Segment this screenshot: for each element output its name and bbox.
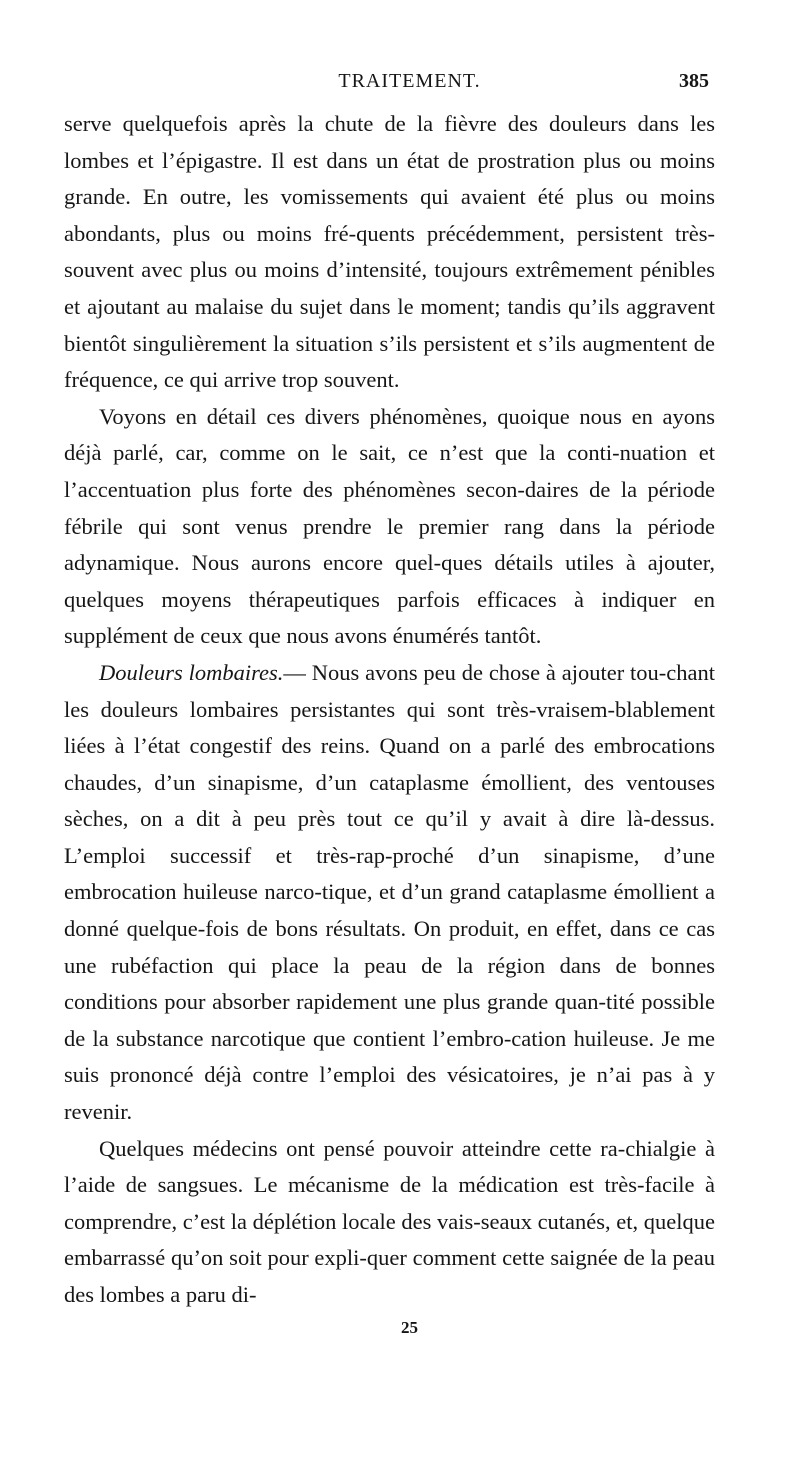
paragraph-4: Quelques médecins ont pensé pouvoir atteindre cette ra-chialgie à l’aide de sangsues. Le mécanisme de la médication est très-facile à comprendre, c’est la déplétion locale des vais-seaux cutanés, et, quelque embarrassé qu’on soit pour expli-quer comment cette saignée de la peau des lombes a paru di-	[64, 1135, 715, 1307]
signature-mark: 25	[401, 1317, 418, 1337]
section-title: Douleurs lombaires.	[99, 659, 284, 685]
running-head	[64, 70, 715, 106]
page-number: 385	[679, 70, 709, 92]
body-text	[64, 106, 715, 1314]
paragraph-1: serve quelquefois après la chute de la fièvre des douleurs dans les lombes et l’épigastre. Il est dans un état de prostration plus ou moins grande. En outre, les vomissements qui avaient été plus ou moins abondants, plus ou moins fré-quents précédemment, persistent très-souvent avec plus ou moins d’intensité, toujours extrêmement pénibles et ajoutant au malaise du sujet dans le moment; tandis qu’ils aggravent bientôt singulièrement la situation s’ils persistent et s’ils augmentent de fréquence, ce qui arrive trop souvent.	[64, 111, 715, 393]
book-page	[0, 70, 801, 1459]
paragraph-3-text: — Nous avons peu de chose à ajouter tou-chant les douleurs lombaires persistantes qui sont très-vraisem-blablement liées à l’état congestif des reins. Quand on a parlé des embrocations chaudes, d’un sinapisme, d’un cataplasme émollient, des ventouses sèches, on a dit à peu près tout ce qu’il y avait à dire là-dessus. L’emploi successif et très-rap-proché d’un sinapisme, d’une embrocation huileuse narco-tique, et d’un grand cataplasme émollient a donné quelque-fois de bons résultats. On produit, en effet, dans ce cas une rubéfaction qui place la peau de la région dans de bonnes conditions pour absorber rapidement une plus grande quan-tité possible de la substance narcotique que contient l’embro-cation huileuse. Je me suis prononcé déjà contre l’emploi des vésicatoires, je n’ai pas à y revenir.	[64, 659, 715, 1125]
running-title: TRAITEMENT.	[338, 70, 481, 92]
paragraph-3	[64, 655, 715, 1131]
paragraph-2: Voyons en détail ces divers phénomènes, quoique nous en ayons déjà parlé, car, comme on le sait, ce n’est que la conti-nuation et l’accentuation plus forte des phénomènes secon-daires de la période fébrile qui sont venus prendre le premier rang dans la période adynamique. Nous aurons encore quel-ques détails utiles à ajouter, quelques moyens thérapeutiques parfois efficaces à indiquer en supplément de ceux que nous avons énumérés tantôt.	[64, 403, 715, 649]
